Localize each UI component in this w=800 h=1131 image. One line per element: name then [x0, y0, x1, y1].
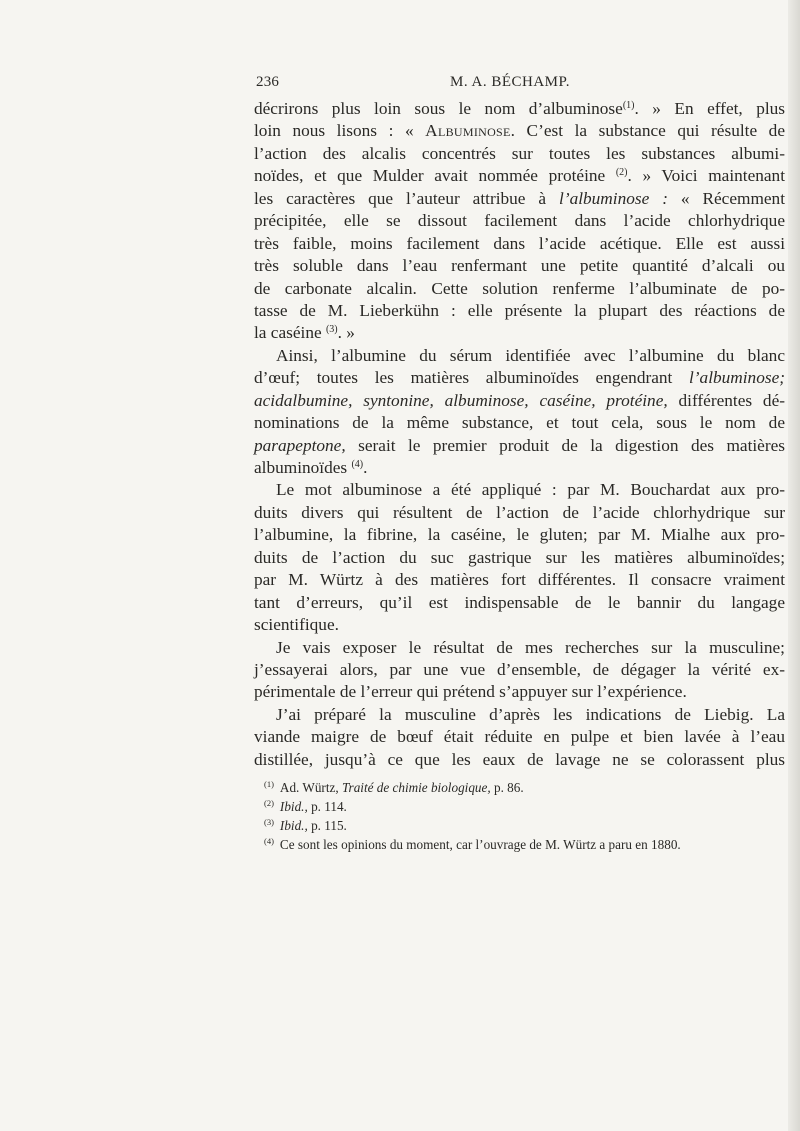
- text-line: [254, 300, 785, 322]
- footnote-number: (2): [264, 798, 274, 808]
- text-line: [254, 165, 785, 187]
- text-line: [254, 345, 785, 367]
- italic-text: Traité de chimie biologique,: [341, 780, 491, 795]
- text-segment: distillée, jusqu’à ce que les eaux de lavage ne se colorassent plus: [254, 749, 785, 769]
- text-line: [254, 502, 785, 524]
- text-segment: l’action des alcalis concentrés sur toutes les substances albumi-: [254, 143, 785, 163]
- text-line: [254, 614, 785, 636]
- text-line: [254, 412, 785, 434]
- text-segment: p. 114.: [307, 799, 347, 814]
- text-line: [254, 659, 785, 681]
- text-segment: Ce sont les opinions du moment, car l’ouvrage de M. Würtz a paru en 1880.: [279, 837, 681, 852]
- text-segment: Ainsi, l’albumine du sérum identifiée avec l’albumine du blanc: [276, 345, 785, 365]
- text-line: [254, 188, 785, 210]
- text-segment: nominations de la même substance, et tout cela, sous le nom de: [254, 413, 785, 433]
- page-edge-shadow: [788, 0, 800, 1131]
- text-segment: très soluble dans l’eau renfermant une petite quantité d’alcali ou: [254, 256, 785, 276]
- text-segment: les caractères que l’auteur attribue à: [254, 188, 560, 208]
- text-line: [254, 435, 785, 457]
- italic-text: acidalbumine, syntonine, albuminose, caséine, protéine,: [254, 390, 668, 410]
- text-line: [254, 524, 785, 546]
- text-line: [254, 479, 785, 501]
- footnote: [254, 797, 785, 816]
- text-line: [254, 210, 785, 232]
- text-segment: noïdes, et que Mulder avait nommée protéine: [254, 166, 616, 186]
- text-segment: . » En effet, plus: [634, 99, 786, 118]
- text-segment: de carbonate alcalin. Cette solution renferme l’albuminate de po-: [254, 278, 785, 298]
- text-line: [254, 547, 785, 569]
- text-line: [254, 457, 785, 479]
- page-header: [254, 74, 784, 98]
- footnote-number: (1): [264, 779, 274, 789]
- small-caps-text: Albuminose: [425, 121, 511, 141]
- italic-text: Ibid.,: [279, 818, 308, 833]
- text-segment: périmentale de l’erreur qui prétend s’appuyer sur l’expérience.: [254, 682, 687, 702]
- text-line: [254, 98, 785, 120]
- footnote-number: (3): [264, 817, 274, 827]
- text-segment: j’essayerai alors, par une vue d’ensemble, de dégager la vérité ex-: [254, 659, 785, 679]
- text-segment: d’œuf; toutes les matières albuminoïdes engendrant: [254, 368, 689, 388]
- italic-text: l’albuminose :: [559, 188, 668, 208]
- footnote-reference: (4): [351, 459, 364, 470]
- footnotes: [254, 778, 785, 854]
- footnote: [254, 816, 785, 835]
- footnote-reference: (3): [325, 324, 338, 336]
- page-number: 236: [256, 74, 280, 90]
- text-segment: . » Voici maintenant: [627, 166, 785, 186]
- text-segment: duits divers qui résultent de l’action de l’acide chlorhydrique sur: [254, 502, 785, 522]
- footnote: [254, 778, 785, 797]
- text-line: [254, 233, 785, 255]
- text-line: [254, 255, 785, 277]
- text-segment: .: [363, 458, 368, 477]
- footnote-reference: (2): [615, 167, 628, 179]
- text-line: [254, 681, 785, 703]
- text-segment: scientifique.: [254, 615, 339, 635]
- text-line: [254, 569, 785, 591]
- text-segment: Ad. Würtz,: [279, 780, 342, 795]
- footnote: [254, 835, 785, 854]
- text-segment: p. 115.: [307, 818, 347, 833]
- text-segment: « Récemment: [667, 188, 786, 208]
- text-line: [254, 278, 785, 300]
- text-segment: J’ai préparé la musculine d’après les indications de Liebig. La: [276, 704, 785, 724]
- italic-text: Ibid.,: [279, 799, 308, 814]
- running-head: M. A. BÉCHAMP.: [450, 74, 570, 90]
- text-segment: très faible, moins facilement dans l’acide acétique. Elle est aussi: [254, 233, 785, 253]
- text-segment: loin nous lisons : «: [254, 121, 426, 141]
- text-line: [254, 592, 785, 614]
- text-segment: l’albumine, la fibrine, la caséine, le gluten; par M. Mialhe aux pro-: [254, 525, 785, 545]
- text-segment: précipitée, elle se dissout facilement dans l’acide chlorhydrique: [254, 211, 785, 231]
- footnote-reference: (1): [622, 100, 635, 111]
- text-segment: viande maigre de bœuf était réduite en pulpe et bien lavée à l’eau: [254, 727, 785, 747]
- text-line: [254, 726, 785, 748]
- text-segment: par M. Würtz à des matières fort différentes. Il consacre vraiment: [254, 570, 785, 590]
- text-line: [254, 390, 785, 412]
- text-segment: p. 86.: [490, 780, 524, 795]
- text-segment: la caséine: [254, 323, 326, 343]
- footnote-number: (4): [264, 836, 274, 846]
- italic-text: parapeptone,: [254, 435, 346, 455]
- text-line: [254, 322, 785, 344]
- text-line: [254, 367, 785, 389]
- text-segment: différentes dé-: [667, 390, 785, 410]
- text-line: [254, 749, 785, 771]
- text-segment: . »: [337, 323, 355, 343]
- text-segment: Le mot albuminose a été appliqué : par M. Bouchardat aux pro-: [276, 480, 785, 500]
- text-segment: tant d’erreurs, qu’il est indispensable de le bannir du langage: [254, 592, 785, 612]
- text-line: [254, 120, 785, 142]
- text-segment: serait le premier produit de la digestion des matières: [345, 435, 785, 455]
- body-text: [254, 98, 785, 771]
- text-segment: Je vais exposer le résultat de mes recherches sur la musculine;: [276, 637, 785, 657]
- text-segment: duits de l’action du suc gastrique sur les matières albuminoïdes;: [254, 547, 785, 567]
- text-segment: décrirons plus loin sous le nom d’albuminose: [254, 99, 623, 118]
- text-line: [254, 143, 785, 165]
- text-segment: . C’est la substance qui résulte de: [510, 121, 785, 141]
- text-segment: albuminoïdes: [254, 458, 352, 477]
- text-segment: tasse de M. Lieberkühn : elle présente la plupart des réactions de: [254, 300, 785, 320]
- italic-text: l’albuminose;: [689, 368, 785, 388]
- text-line: [254, 704, 785, 726]
- text-line: [254, 637, 785, 659]
